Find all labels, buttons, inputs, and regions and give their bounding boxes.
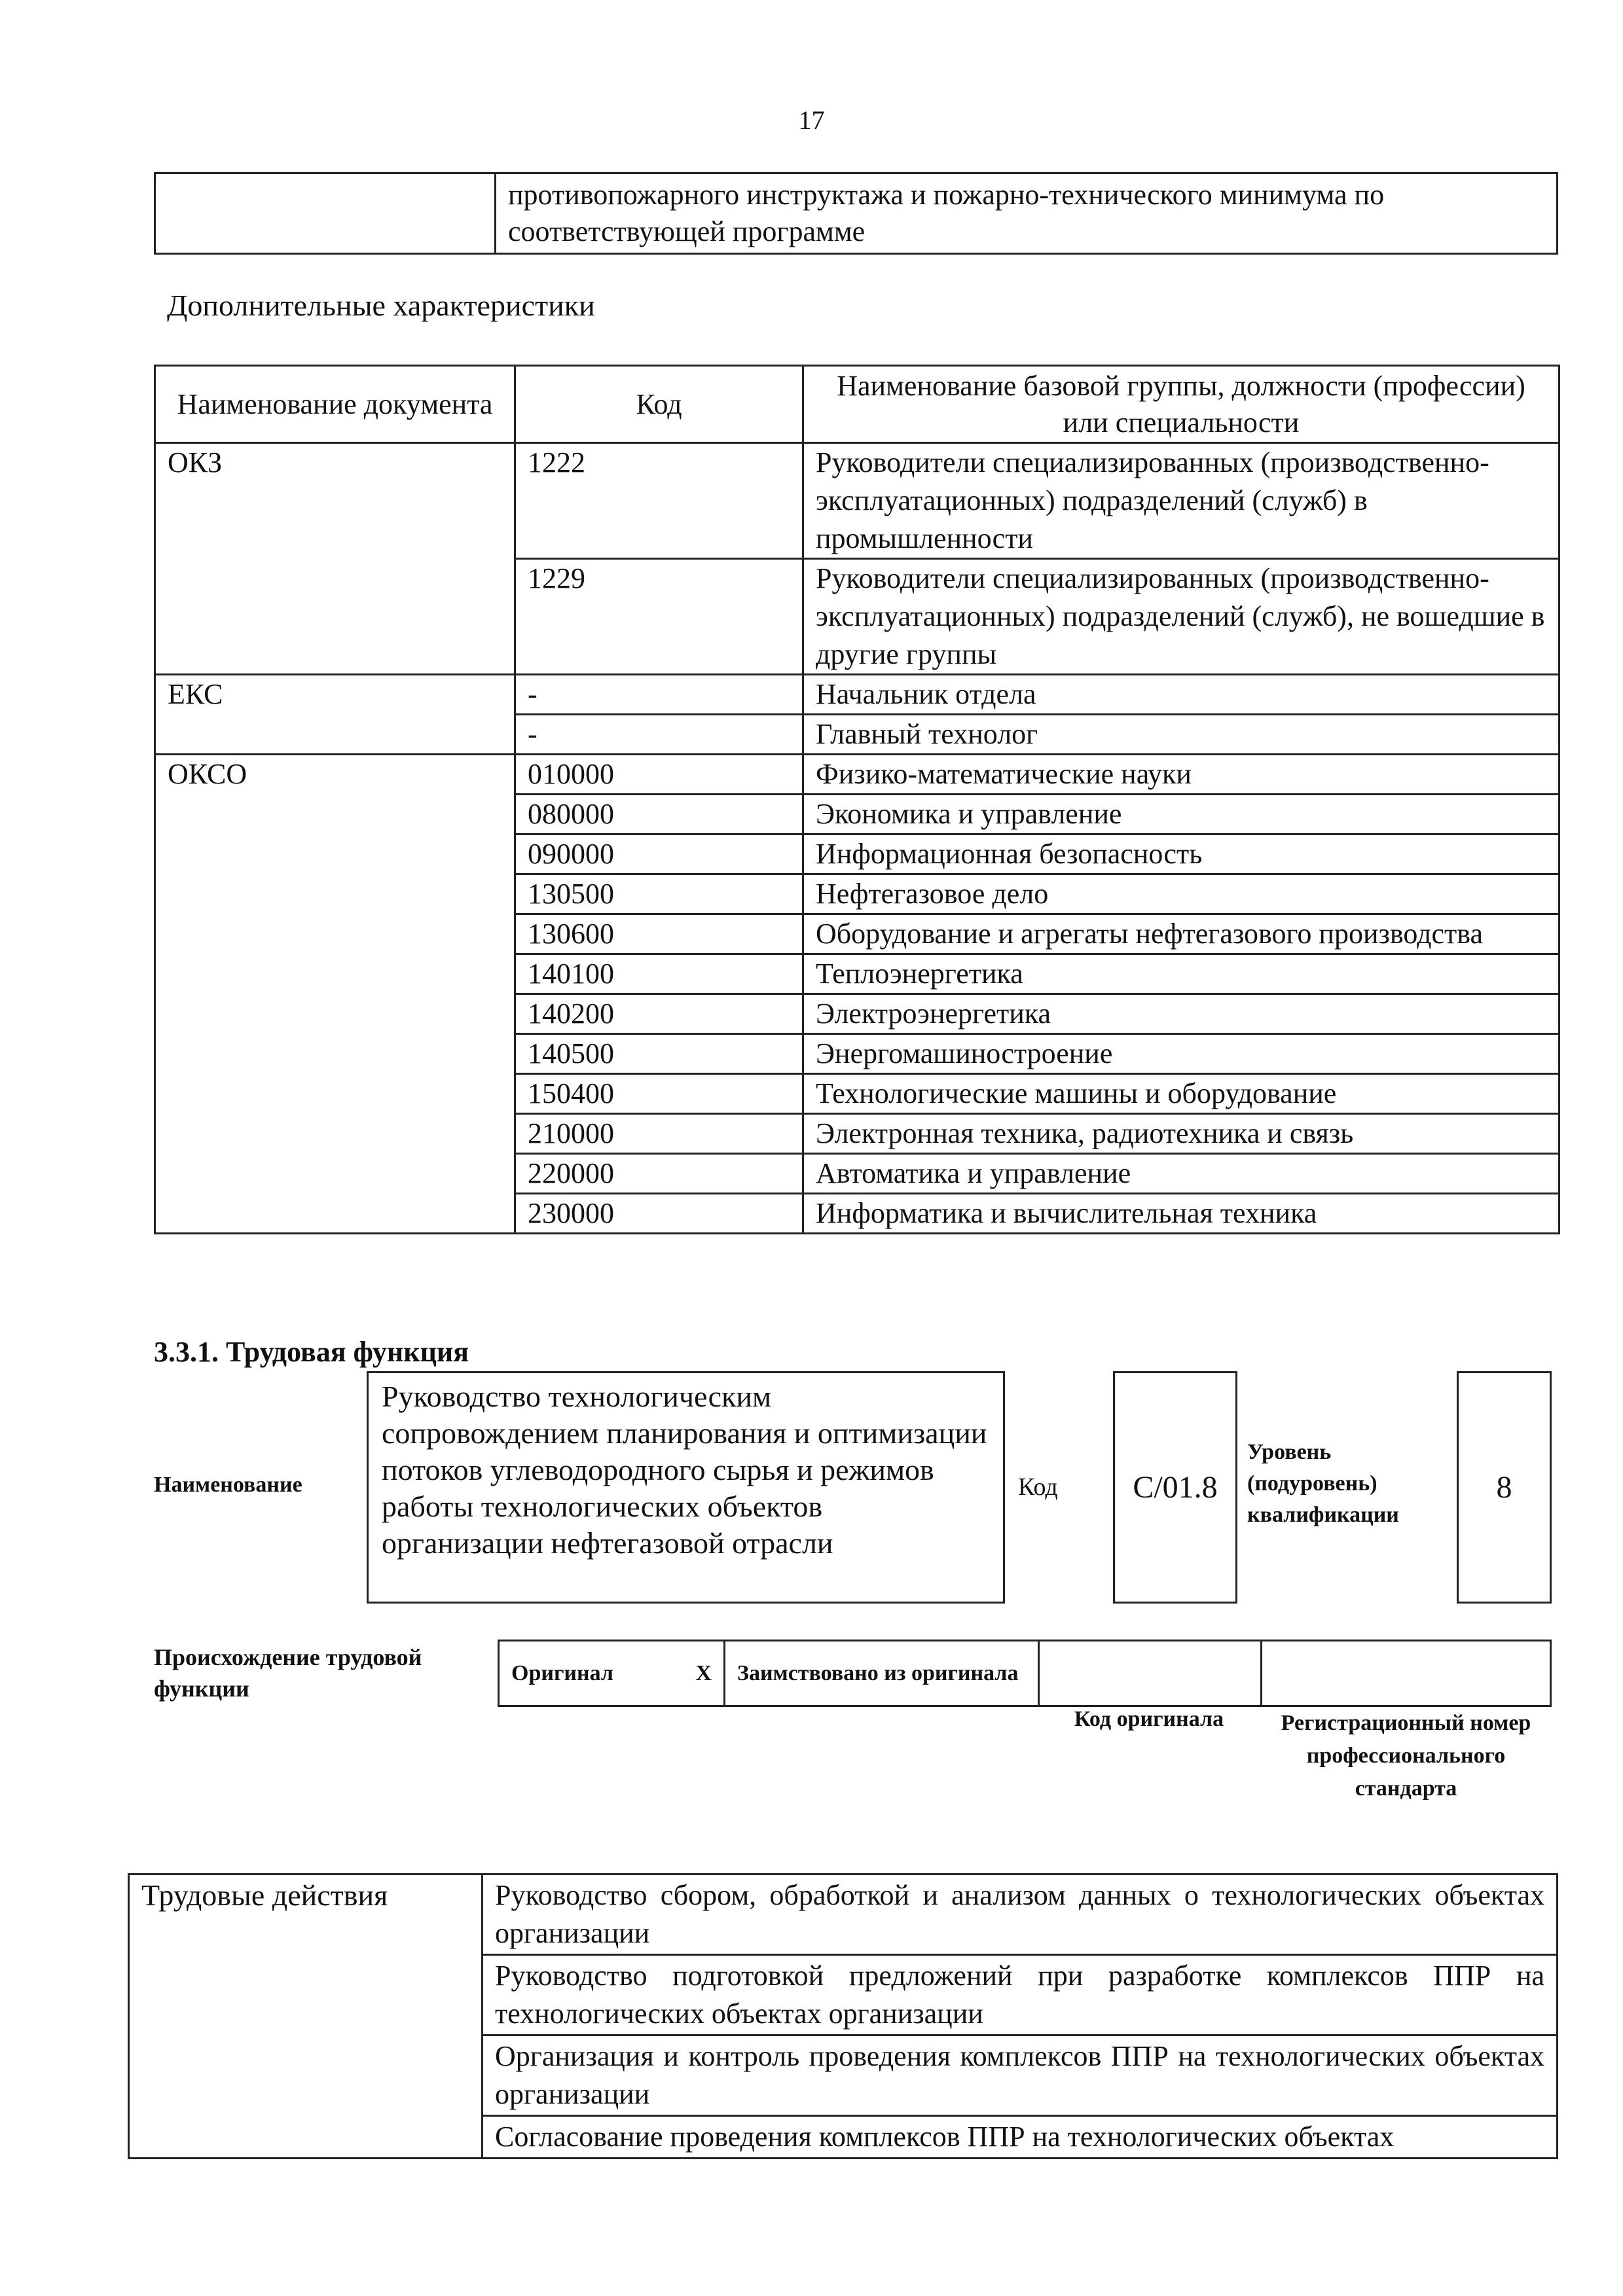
specialty-name-cell: Информационная безопасность (803, 834, 1559, 874)
borrowed-label: Заимствовано из оригинала (725, 1641, 1039, 1706)
characteristics-body (155, 443, 1559, 1234)
code-cell: 1222 (515, 443, 803, 559)
labor-action-item: Руководство подготовкой предложений при разработке комплексов ППР на технологических объектах организации (483, 1955, 1558, 2036)
page-number: 17 (798, 105, 825, 135)
table-row (155, 443, 1559, 559)
code-value-box: С/01.8 (1113, 1371, 1237, 1604)
characteristics-table (154, 365, 1560, 1234)
reg-number-cell (1262, 1641, 1551, 1706)
code-cell: 140100 (515, 954, 803, 994)
labor-actions-label: Трудовые действия (129, 1874, 483, 2159)
code-cell: 140200 (515, 994, 803, 1034)
specialty-name-cell: Главный технолог (803, 715, 1559, 755)
original-code-cell (1039, 1641, 1262, 1706)
column-header-code: Код (515, 366, 803, 443)
specialty-name-cell: Начальник отдела (803, 675, 1559, 715)
labor-action-item: Организация и контроль проведения комплексов ППР на технологических объектах организации (483, 2036, 1558, 2116)
column-header-name: Наименование базовой группы, должности (профессии) или специальности (803, 366, 1559, 443)
section-heading-additional: Дополнительные характеристики (167, 289, 595, 322)
code-cell: 150400 (515, 1074, 803, 1114)
specialty-name-cell: Теплоэнергетика (803, 954, 1559, 994)
code-label: Код (1018, 1473, 1058, 1501)
code-cell: 210000 (515, 1114, 803, 1154)
name-value-box: Руководство технологическим сопровождением планирования и оптимизации потоков углеводородного сырья и режимов работы технологических объектов организации нефтегазовой отрасли (367, 1371, 1005, 1604)
specialty-name-cell: Информатика и вычислительная техника (803, 1194, 1559, 1234)
code-cell: - (515, 675, 803, 715)
table-cell: противопожарного инструктажа и пожарно-технического минимума по соответствующей программе (496, 173, 1558, 254)
specialty-name-cell: Технологические машины и оборудование (803, 1074, 1559, 1114)
specialty-name-cell: Автоматика и управление (803, 1154, 1559, 1194)
table-row (499, 1641, 1551, 1706)
code-cell: 090000 (515, 834, 803, 874)
table-cell-empty (155, 173, 496, 254)
table-header-row (155, 366, 1559, 443)
table-row (129, 1874, 1558, 1955)
specialty-name-cell: Руководители специализированных (производственно-эксплуатационных) подразделений (служб), не вошедшие в другие группы (803, 559, 1559, 675)
labor-actions-table (128, 1873, 1558, 2159)
document-name-cell: ЕКС (155, 675, 515, 755)
name-label: Наименование (154, 1473, 302, 1497)
reg-number-caption: Регистрационный номер профессионального стандарта (1281, 1711, 1531, 1801)
qualification-level-box: 8 (1457, 1371, 1552, 1604)
code-cell: 220000 (515, 1154, 803, 1194)
code-cell: 080000 (515, 795, 803, 834)
qualification-level-label: Уровень (подуровень) квалификации (1247, 1440, 1399, 1527)
code-cell: 130600 (515, 914, 803, 954)
code-cell: - (515, 715, 803, 755)
specialty-name-cell: Электроэнергетика (803, 994, 1559, 1034)
table-row (155, 755, 1559, 795)
specialty-name-cell: Руководители специализированных (производственно-эксплуатационных) подразделений (служб) в промышленности (803, 443, 1559, 559)
specialty-name-cell: Физико-математические науки (803, 755, 1559, 795)
specialty-name-cell: Электронная техника, радиотехника и связь (803, 1114, 1559, 1154)
specialty-name-cell: Оборудование и агрегаты нефтегазового производства (803, 914, 1559, 954)
origin-label: Происхождение трудовой функции (154, 1644, 422, 1702)
labor-action-item: Руководство сбором, обработкой и анализом данных о технологических объектах организации (483, 1874, 1558, 1955)
table-row (155, 675, 1559, 715)
code-cell: 010000 (515, 755, 803, 795)
origin-table (498, 1640, 1552, 1707)
table-row (155, 173, 1558, 254)
labor-actions-body (129, 1874, 1558, 2159)
document-name-cell: ОКЗ (155, 443, 515, 675)
specialty-name-cell: Экономика и управление (803, 795, 1559, 834)
labor-action-item: Согласование проведения комплексов ППР на технологических объектах (483, 2116, 1558, 2159)
column-header-document: Наименование документа (155, 366, 515, 443)
code-cell: 130500 (515, 874, 803, 914)
code-cell: 230000 (515, 1194, 803, 1234)
labor-function-heading: 3.3.1. Трудовая функция (154, 1336, 469, 1368)
original-code-caption: Код оригинала (1074, 1707, 1224, 1731)
document-name-cell: ОКСО (155, 755, 515, 1234)
code-cell: 140500 (515, 1034, 803, 1074)
original-mark: X (636, 1641, 725, 1706)
specialty-name-cell: Энергомашиностроение (803, 1034, 1559, 1074)
code-cell: 1229 (515, 559, 803, 675)
continuation-table (154, 172, 1558, 255)
original-label: Оригинал (499, 1641, 636, 1706)
specialty-name-cell: Нефтегазовое дело (803, 874, 1559, 914)
